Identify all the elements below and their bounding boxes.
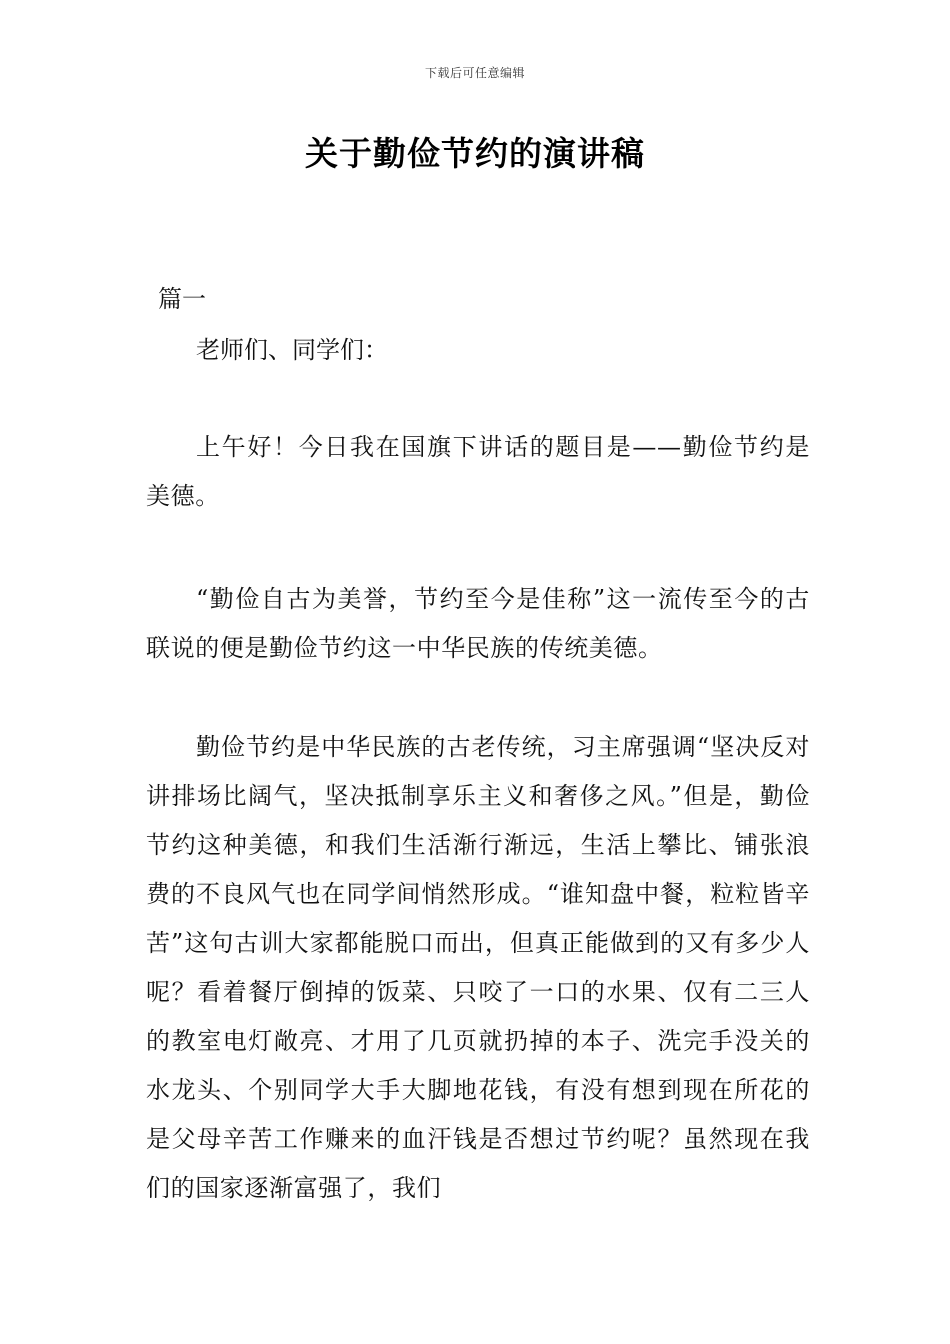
paragraph-couplet: “勤俭自古为美誉，节约至今是佳称”这一流传至今的古联说的便是勤俭节约这一中华民族的传统美德。 bbox=[146, 585, 810, 662]
section-label: 篇一 bbox=[158, 285, 206, 313]
salutation: 老师们、同学们： bbox=[196, 336, 388, 364]
paragraph-main: 勤俭节约是中华民族的古老传统，习主席强调“坚决反对讲排场比阔气，坚决抵制享乐主义和奢侈之风。”但是，勤俭节约这种美德，和我们生活渐行渐远，生活上攀比、铺张浪费的不良风气也在同学间悄然形成。“谁知盘中餐，粒粒皆辛苦”这句古训大家都能脱口而出，但真正能做到的又有多少人呢？看着餐厅倒掉的饭菜、只咬了一口的水果、仅有二三人的教室电灯敞亮、才用了几页就扔掉的本子、洗完手没关的水龙头、个别同学大手大脚地花钱，有没有想到现在所花的是父母辛苦工作赚来的血汗钱是否想过节约呢？虽然现在我们的国家逐渐富强了，我们 bbox=[146, 733, 810, 1202]
document-title: 关于勤俭节约的演讲稿 bbox=[305, 134, 645, 173]
header-note: 下载后可任意编辑 bbox=[424, 66, 525, 80]
paragraph-greeting: 上午好！今日我在国旗下讲话的题目是——勤俭节约是美德。 bbox=[146, 433, 810, 510]
